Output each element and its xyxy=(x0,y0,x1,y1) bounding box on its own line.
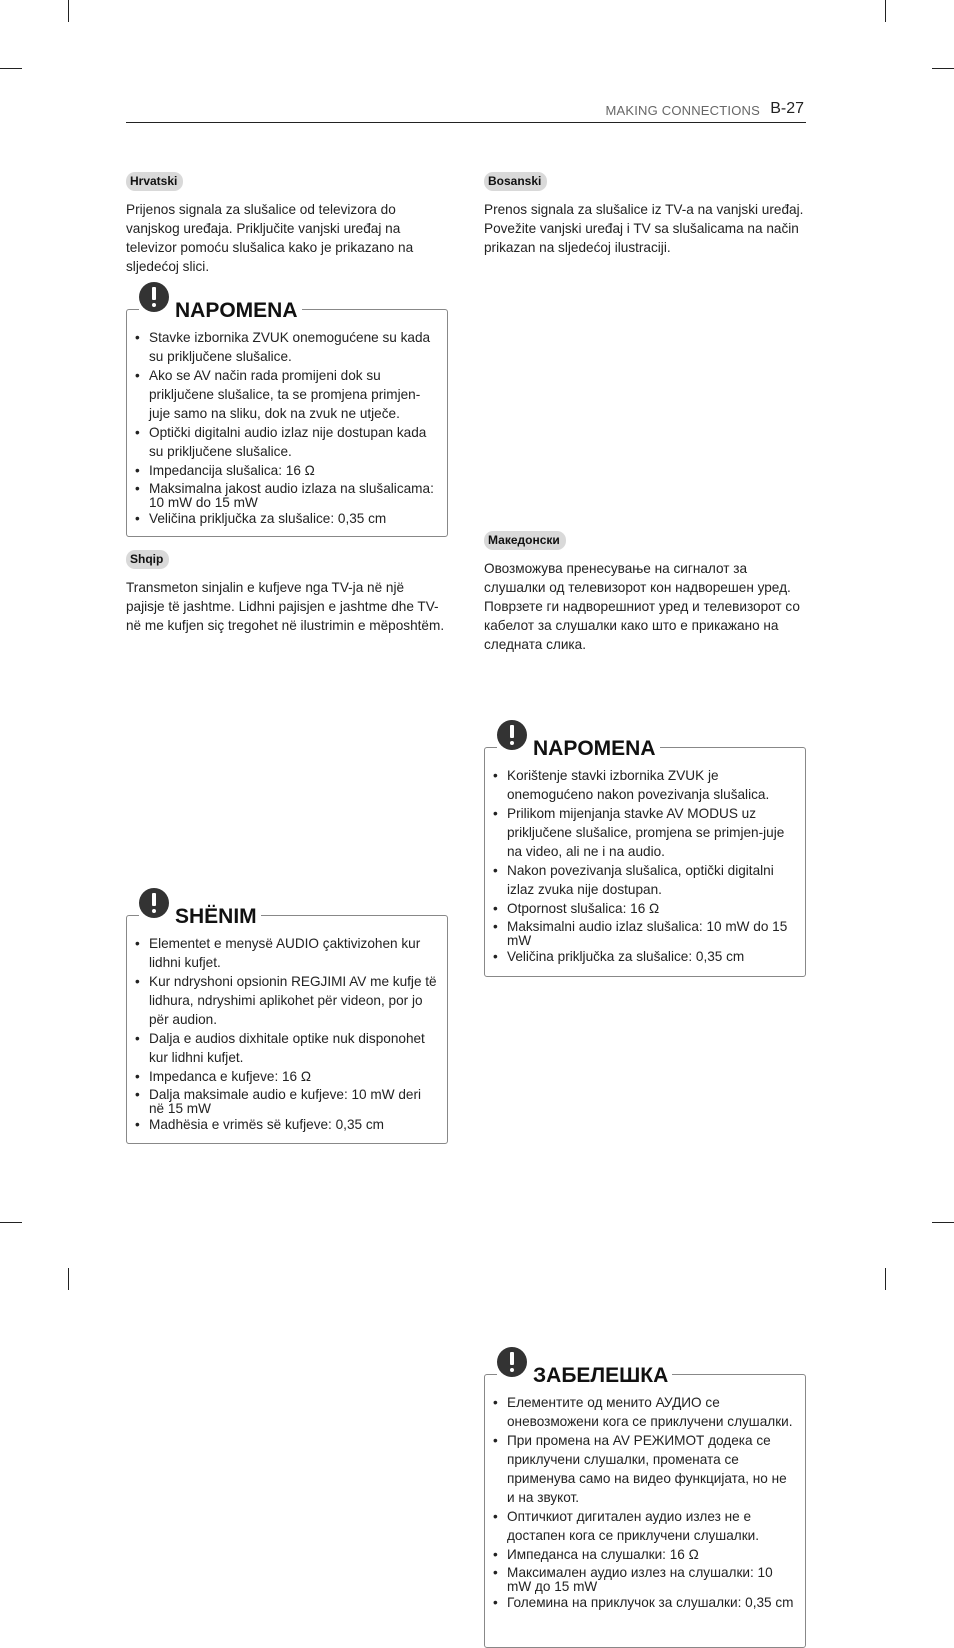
note-title: NAPOMENA xyxy=(533,737,656,760)
list-item: • Maksimalni audio izlaz slušalica: 10 mW do 15 mW xyxy=(493,920,795,948)
section-shqip xyxy=(126,550,446,635)
page-header xyxy=(126,98,806,123)
list-item: • Korištenje stavki izbornika ZVUK je onemogućeno nakon povezivanja slušalica. xyxy=(493,766,795,804)
crop-mark xyxy=(68,1268,69,1290)
list-item: • При промена на AV РЕЖИМОТ додека се приклучени слушалки, промената се применува само на видео функцијата, но не и на звукот. xyxy=(493,1431,795,1507)
intro-paragraph: Prenos signala za slušalice iz TV-a na vanjski uređaj. Povežite vanjski uređaj i TV sa slušalicama na način prikazan na sljedećoj ilustraciji. xyxy=(484,202,804,255)
note-list xyxy=(485,1375,805,1618)
intro-paragraph: Овозможува пренесување на сигналот за слушалки од телевизорот кон надворешен уред. Поврзете ги надворешниот уред и телевизорот со кабелот за слушалки како што е прикажано на следната слика. xyxy=(484,561,800,652)
list-item: • Impedancija slušalica: 16 Ω xyxy=(135,461,437,480)
page-number: B-27 xyxy=(770,100,804,117)
list-item: • Dalja maksimale audio e kufjeve: 10 mW deri në 15 mW xyxy=(135,1088,437,1116)
list-item: • Kur ndryshoni opsionin REGJIMI AV me kufje të lidhura, ndryshimi aplikohet për videon, por jo për audion. xyxy=(135,972,437,1029)
crop-mark xyxy=(0,68,22,69)
crop-mark xyxy=(932,1222,954,1223)
note-title: ЗАБЕЛЕШКА xyxy=(533,1364,669,1387)
note-list xyxy=(485,748,805,972)
list-item: • Stavke izbornika ZVUK onemogućene su kada su priključene slušalice. xyxy=(135,328,437,366)
note-header xyxy=(139,886,261,930)
list-item: • Maksimalna jakost audio izlaza na slušalicama: 10 mW do 15 mW xyxy=(135,482,437,510)
exclamation-icon xyxy=(497,1347,527,1377)
note-header xyxy=(139,280,302,324)
language-tag: Македонски xyxy=(484,531,566,550)
exclamation-icon xyxy=(497,720,527,750)
list-item: • Veličina priključka za slušalice: 0,35 cm xyxy=(493,950,795,964)
crop-mark xyxy=(885,0,886,22)
exclamation-icon xyxy=(139,888,169,918)
note-box-bosanski xyxy=(484,737,806,977)
crop-mark xyxy=(885,1268,886,1290)
note-header xyxy=(497,1345,672,1389)
list-item: • Импеданса на слушалки: 16 Ω xyxy=(493,1545,795,1564)
note-box-hrvatski xyxy=(126,299,448,537)
list-item: • Dalja e audios dixhitale optike nuk disponohet kur lidhni kufjet. xyxy=(135,1029,437,1067)
section-bosanski xyxy=(484,172,804,257)
list-item: • Елементите од менито АУДИО се оневозможени кога се приклучени слушалки. xyxy=(493,1393,795,1431)
section-makedonski xyxy=(484,531,804,654)
list-item: • Големина на приклучок за слушалки: 0,35 cm xyxy=(493,1596,795,1610)
list-item: • Ako se AV način rada promijeni dok su priključene slušalice, ta se promjena primjen-juje samo na sliku, dok na zvuk ne utječe. xyxy=(135,366,437,423)
language-tag: Shqip xyxy=(126,550,169,569)
section-title: MAKING CONNECTIONS xyxy=(605,103,760,118)
list-item: • Prilikom mijenjanja stavke AV MODUS uz priključene slušalice, promjena se primjen-juje na video, ali ne i na audio. xyxy=(493,804,795,861)
intro-paragraph: Prijenos signala za slušalice od televizora do vanjskog uređaja. Priključite vanjski uređaj na televizor pomoću slušalica kako je prikazano na sljedećoj slici. xyxy=(126,202,414,274)
note-header xyxy=(497,718,660,762)
list-item: • Nakon povezivanja slušalica, optički digitalni izlaz zvuka nije dostupan. xyxy=(493,861,795,899)
list-item: • Elementet e menysë AUDIO çaktivizohen kur lidhni kufjet. xyxy=(135,934,437,972)
language-tag: Bosanski xyxy=(484,172,547,191)
note-list xyxy=(127,310,447,534)
crop-mark xyxy=(932,68,954,69)
exclamation-icon xyxy=(139,282,169,312)
note-box-shqip xyxy=(126,905,448,1144)
note-title: NAPOMENA xyxy=(175,299,298,322)
list-item: • Veličina priključka za slušalice: 0,35 cm xyxy=(135,512,437,526)
list-item: • Otpornost slušalica: 16 Ω xyxy=(493,899,795,918)
list-item: • Madhësia e vrimës së kufjeve: 0,35 cm xyxy=(135,1118,437,1132)
note-title: SHËNIM xyxy=(175,905,257,928)
list-item: • Оптичкиот дигитален аудио излез не е достапен кога се приклучени слушалки. xyxy=(493,1507,795,1545)
intro-paragraph: Transmeton sinjalin e kufjeve nga TV-ja në një pajisje të jashtme. Lidhni pajisjen e jashtme dhe TV-në me kufjen siç tregohet në ilustrimin e mëposhtëm. xyxy=(126,580,445,633)
list-item: • Optički digitalni audio izlaz nije dostupan kada su priključene slušalice. xyxy=(135,423,437,461)
list-item: • Максимален аудио излез на слушалки: 10 mW до 15 mW xyxy=(493,1566,795,1594)
crop-mark xyxy=(0,1222,22,1223)
list-item: • Impedanca e kufjeve: 16 Ω xyxy=(135,1067,437,1086)
crop-mark xyxy=(68,0,69,22)
language-tag: Hrvatski xyxy=(126,172,183,191)
note-box-makedonski xyxy=(484,1364,806,1648)
note-list xyxy=(127,916,447,1140)
section-hrvatski xyxy=(126,172,446,276)
